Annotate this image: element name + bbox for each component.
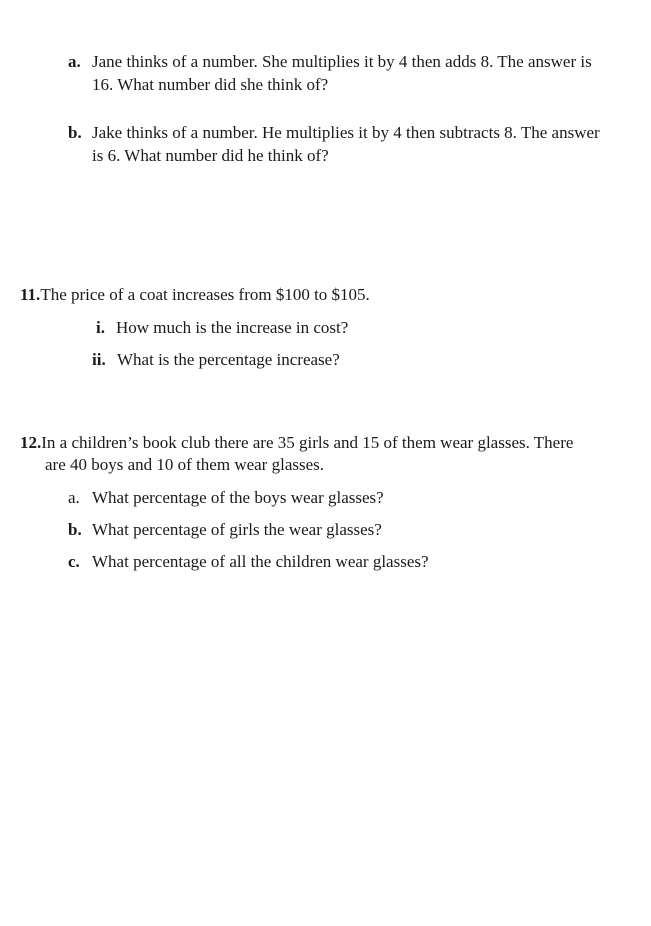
q10b-text-line1: Jake thinks of a number. He multiplies it by 4 then subtracts 8. The answer	[92, 123, 600, 142]
q11-number: 11.	[20, 285, 41, 304]
q12-part-b-label: b.	[68, 520, 82, 539]
q12-text-line2: are 40 boys and 10 of them wear glasses.	[45, 455, 325, 474]
q12-number: 12.	[20, 433, 42, 452]
q11-text: The price of a coat increases from $100 to $105.	[40, 285, 370, 304]
q10b-line1	[68, 123, 600, 143]
q12-part-b-text: What percentage of girls the wear glasses?	[92, 520, 382, 539]
q10a-line1	[68, 52, 592, 72]
q12-part-b	[68, 520, 382, 540]
q10b-label: b.	[68, 123, 82, 142]
q10a-text-line1: Jane thinks of a number. She multiplies it by 4 then adds 8. The answer is	[92, 52, 592, 71]
q11-part-ii-label: ii.	[92, 350, 106, 369]
q12-text-line1: In a children’s book club there are 35 girls and 15 of them wear glasses. There	[41, 433, 574, 452]
q11-part-i-text: How much is the increase in cost?	[116, 318, 349, 337]
q10b-text-line2: is 6. What number did he think of?	[92, 146, 329, 165]
q12-part-a-text: What percentage of the boys wear glasses?	[92, 488, 384, 507]
q10a-label: a.	[68, 52, 81, 71]
q11-part-ii	[92, 350, 340, 370]
q12-part-c	[68, 552, 429, 572]
q12-stem-line1	[20, 433, 573, 453]
q12-part-c-label: c.	[68, 552, 80, 571]
q11-part-i	[96, 318, 348, 338]
q10a-text-line2: 16. What number did she think of?	[92, 75, 329, 94]
q12-part-a	[68, 488, 384, 508]
q11-part-i-label: i.	[96, 318, 105, 337]
q12-part-c-text: What percentage of all the children wear glasses?	[92, 552, 429, 571]
q11-part-ii-text: What is the percentage increase?	[117, 350, 340, 369]
q11-stem	[20, 285, 370, 305]
q12-part-a-label: a.	[68, 488, 80, 507]
